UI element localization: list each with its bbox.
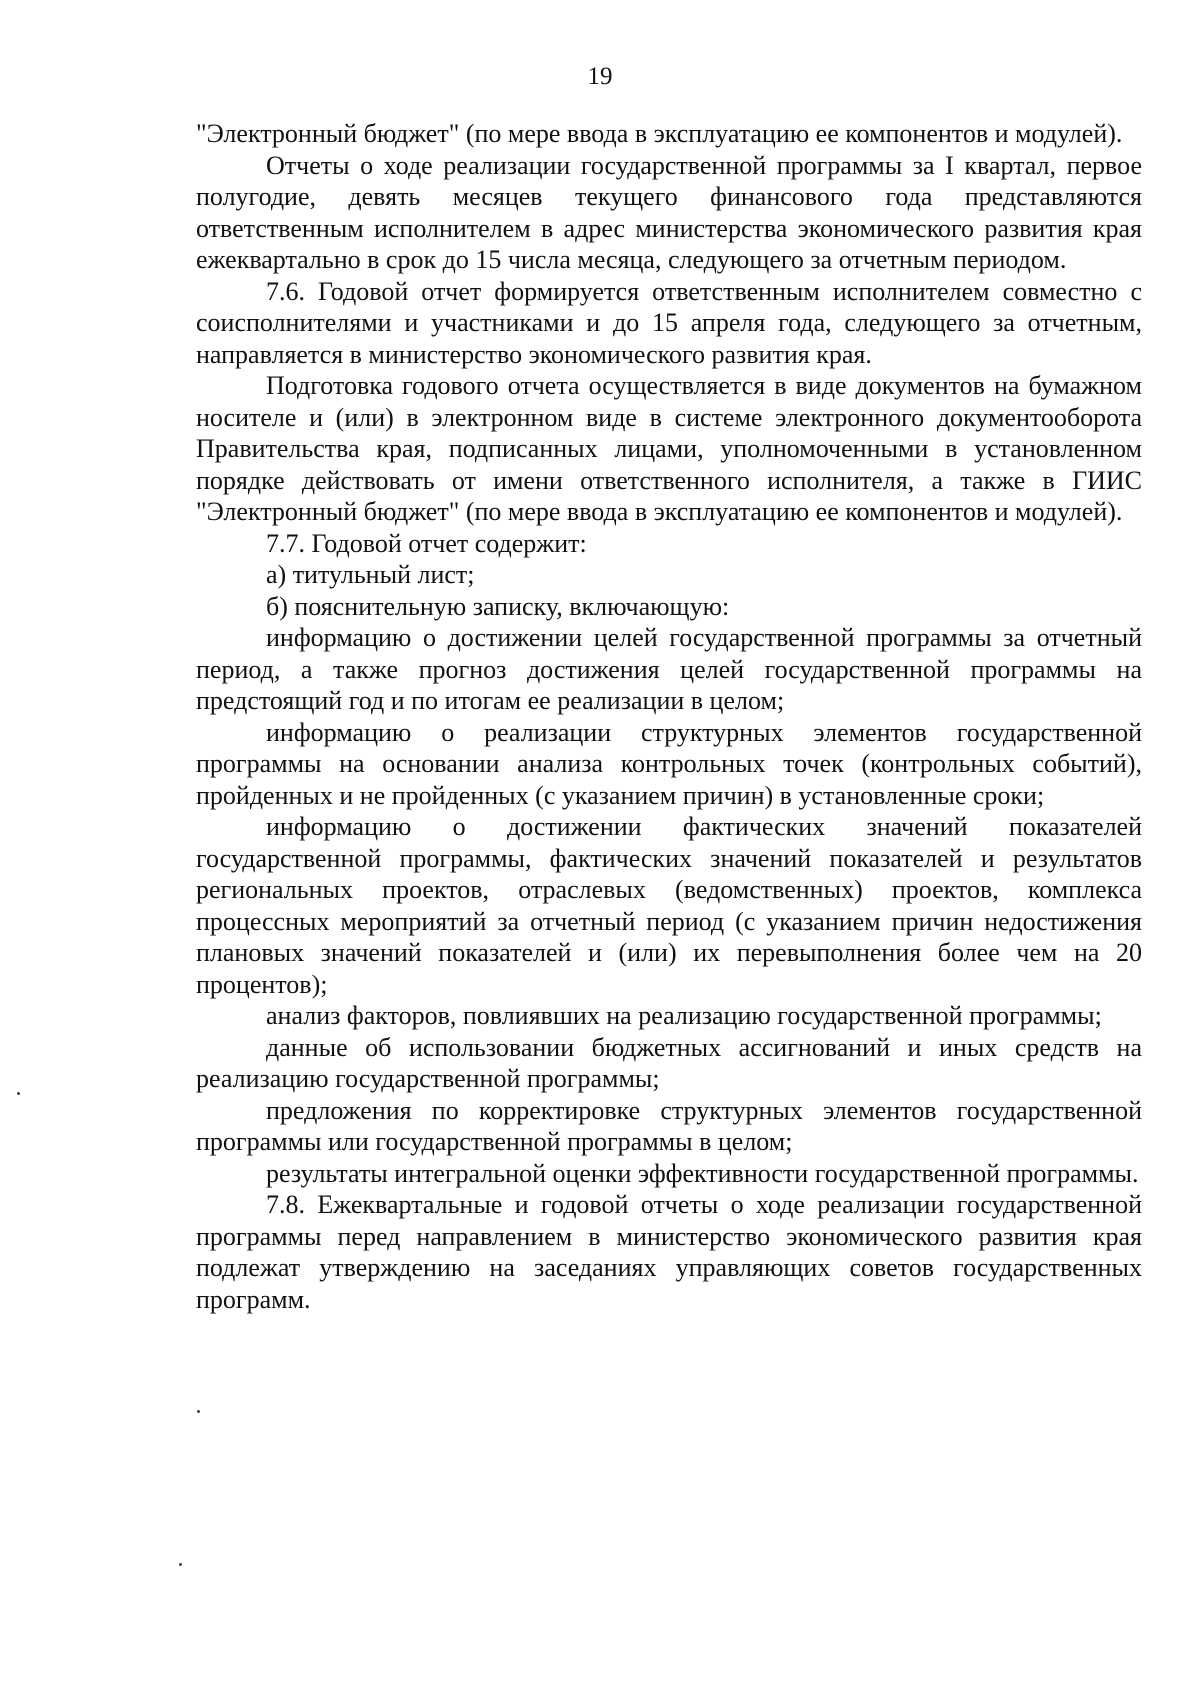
paragraph-2: Отчеты о ходе реализации государственной программы за I квартал, первое полугодие, девять месяцев текущего финансового года представляются ответственным исполнителем в адрес министерства экономического развития края ежеквартально в срок до 15 числа месяца, следующего за отчетным периодом. <box>196 150 1142 274</box>
paragraph-6: а) титульный лист; <box>266 560 475 589</box>
paragraph-1: "Электронный бюджет" (по мере ввода в эксплуатацию ее компонентов и модулей). <box>196 119 1123 148</box>
paragraph-7: б) пояснительную записку, включающую: <box>266 591 730 621</box>
paragraph-11: анализ факторов, повлиявших на реализацию государственной программы; <box>266 1001 1102 1030</box>
paragraph-8: информацию о достижении целей государственной программы за отчетный период, а также прогноз достижения целей государственной программы на предстоящий год и по итогам ее реализации в целом; <box>196 623 1142 715</box>
paragraph-4: Подготовка годового отчета осуществляется в виде документов на бумажном носителе и (или) в электронном виде в системе электронного документооборота Правительства края, подписанных лицами, уполномоченными в установленном порядке действовать от имени ответственного исполнителя, а также в ГИИС "Электронный бюджет" (по мере ввода в эксплуатацию ее компонентов и модулей). <box>196 371 1142 526</box>
document-body <box>196 118 1142 1315</box>
paragraph-15: 7.8. Ежеквартальные и годовой отчеты о ходе реализации государственной программы перед направлением в министерство экономического развития края подлежат утверждению на заседаниях управляющих советов государственных программ. <box>196 1190 1142 1314</box>
paragraph-3: 7.6. Годовой отчет формируется ответственным исполнителем совместно с соисполнителями и участниками и до 15 апреля года, следующего за отчетным, направляется в министерство экономического развития края. <box>196 276 1142 369</box>
paragraph-10: информацию о достижении фактических значений показателей государственной программы, фактических значений показателей и результатов региональных проектов, отраслевых (ведомственных) проектов, комплекса процессных мероприятий за отчетный период (с указанием причин недостижения плановых значений показателей и (или) их перевыполнения более чем на 20 процентов); <box>196 812 1142 999</box>
scan-speck <box>179 1563 182 1566</box>
scan-speck <box>197 1410 200 1413</box>
paragraph-5: 7.7. Годовой отчет содержит: <box>266 528 587 558</box>
paragraph-13: предложения по корректировке структурных элементов государственной программы или государственной программы в целом; <box>196 1095 1142 1156</box>
paragraph-9: информацию о реализации структурных элементов государственной программы на основании анализа контрольных точек (контрольных событий), пройденных и не пройденных (с указанием причин) в установленные сроки; <box>196 717 1142 810</box>
page-number: 19 <box>587 63 613 90</box>
paragraph-14: результаты интегральной оценки эффективности государственной программы. <box>266 1158 1139 1188</box>
scan-speck <box>17 1092 20 1095</box>
paragraph-12: данные об использовании бюджетных ассигнований и иных средств на реализацию государственной программы; <box>196 1032 1142 1093</box>
